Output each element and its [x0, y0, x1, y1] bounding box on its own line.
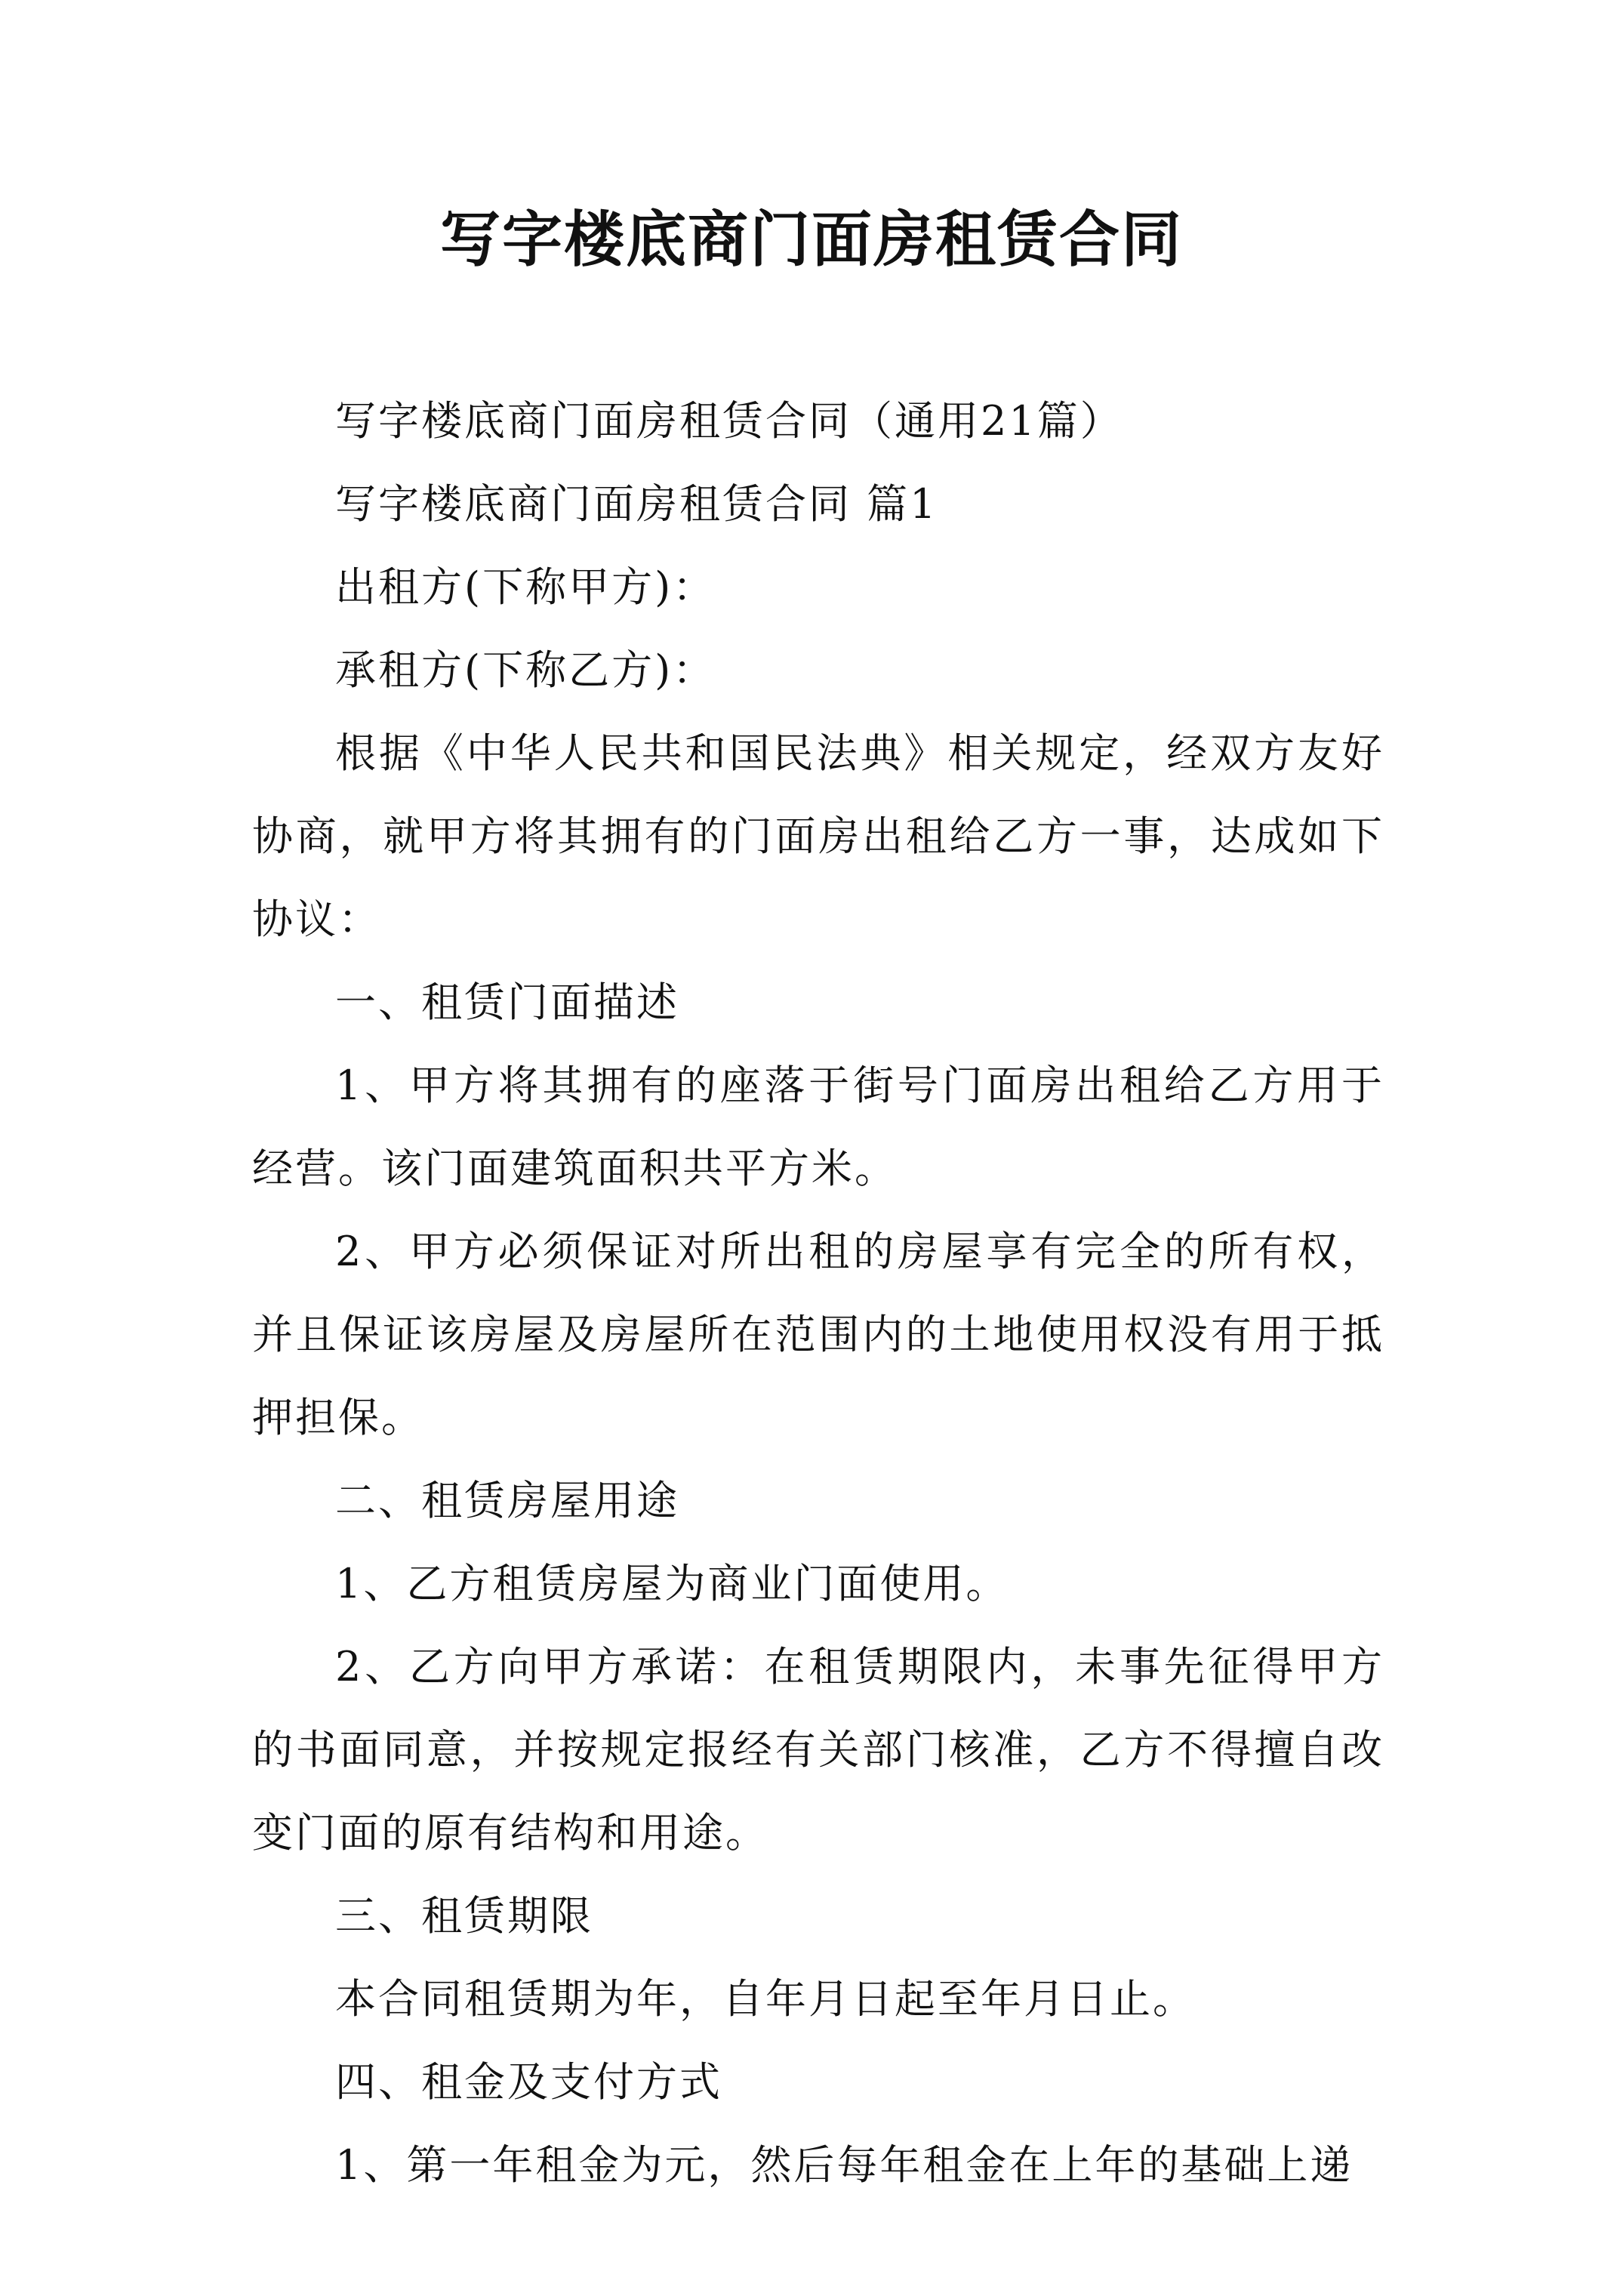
- heading-clause-2: 二、租赁房屋用途: [335, 1477, 679, 1524]
- paragraph-clause-2-1: 1、乙方租赁房屋为商业门面使用。: [335, 1560, 1009, 1607]
- paragraph-clause-1-2: 2、甲方必须保证对所出租的房屋享有完全的所有权，并且保证该房屋及房屋所在范围内的土地使用权没有用于抵押担保。: [252, 1228, 1384, 1441]
- paragraph-subtitle: 写字楼底商门面房租赁合同（通用21篇）: [335, 397, 1123, 445]
- heading-clause-3: 三、租赁期限: [335, 1892, 593, 1940]
- document-body: [252, 380, 1384, 2207]
- paragraph-clause-2-2: 2、乙方向甲方承诺：在租赁期限内，未事先征得甲方的书面同意，并按规定报经有关部门核准，乙方不得擅自改变门面的原有结构和用途。: [252, 1643, 1384, 1857]
- paragraph-lessor: 出租方(下称甲方)：: [335, 563, 716, 611]
- paragraph-section-heading: 写字楼底商门面房租赁合同 篇1: [335, 480, 938, 528]
- document-title: 写字楼底商门面房租赁合同: [440, 204, 1183, 275]
- paragraph-clause-3-1: 本合同租赁期为年，自年月日起至年月日止。: [335, 1975, 1196, 2023]
- paragraph-preamble: 根据《中华人民共和国民法典》相关规定，经双方友好协商，就甲方将其拥有的门面房出租给乙方一事，达成如下协议：: [252, 729, 1384, 943]
- heading-clause-1: 一、租赁门面描述: [335, 978, 679, 1026]
- heading-clause-4: 四、租金及支付方式: [335, 2058, 722, 2106]
- paragraph-clause-1-1: 1、甲方将其拥有的座落于街号门面房出租给乙方用于经营。该门面建筑面积共平方米。: [252, 1062, 1384, 1192]
- paragraph-clause-4-1: 1、第一年租金为元，然后每年租金在上年的基础上递: [335, 2141, 1354, 2189]
- paragraph-lessee: 承租方(下称乙方)：: [335, 646, 716, 694]
